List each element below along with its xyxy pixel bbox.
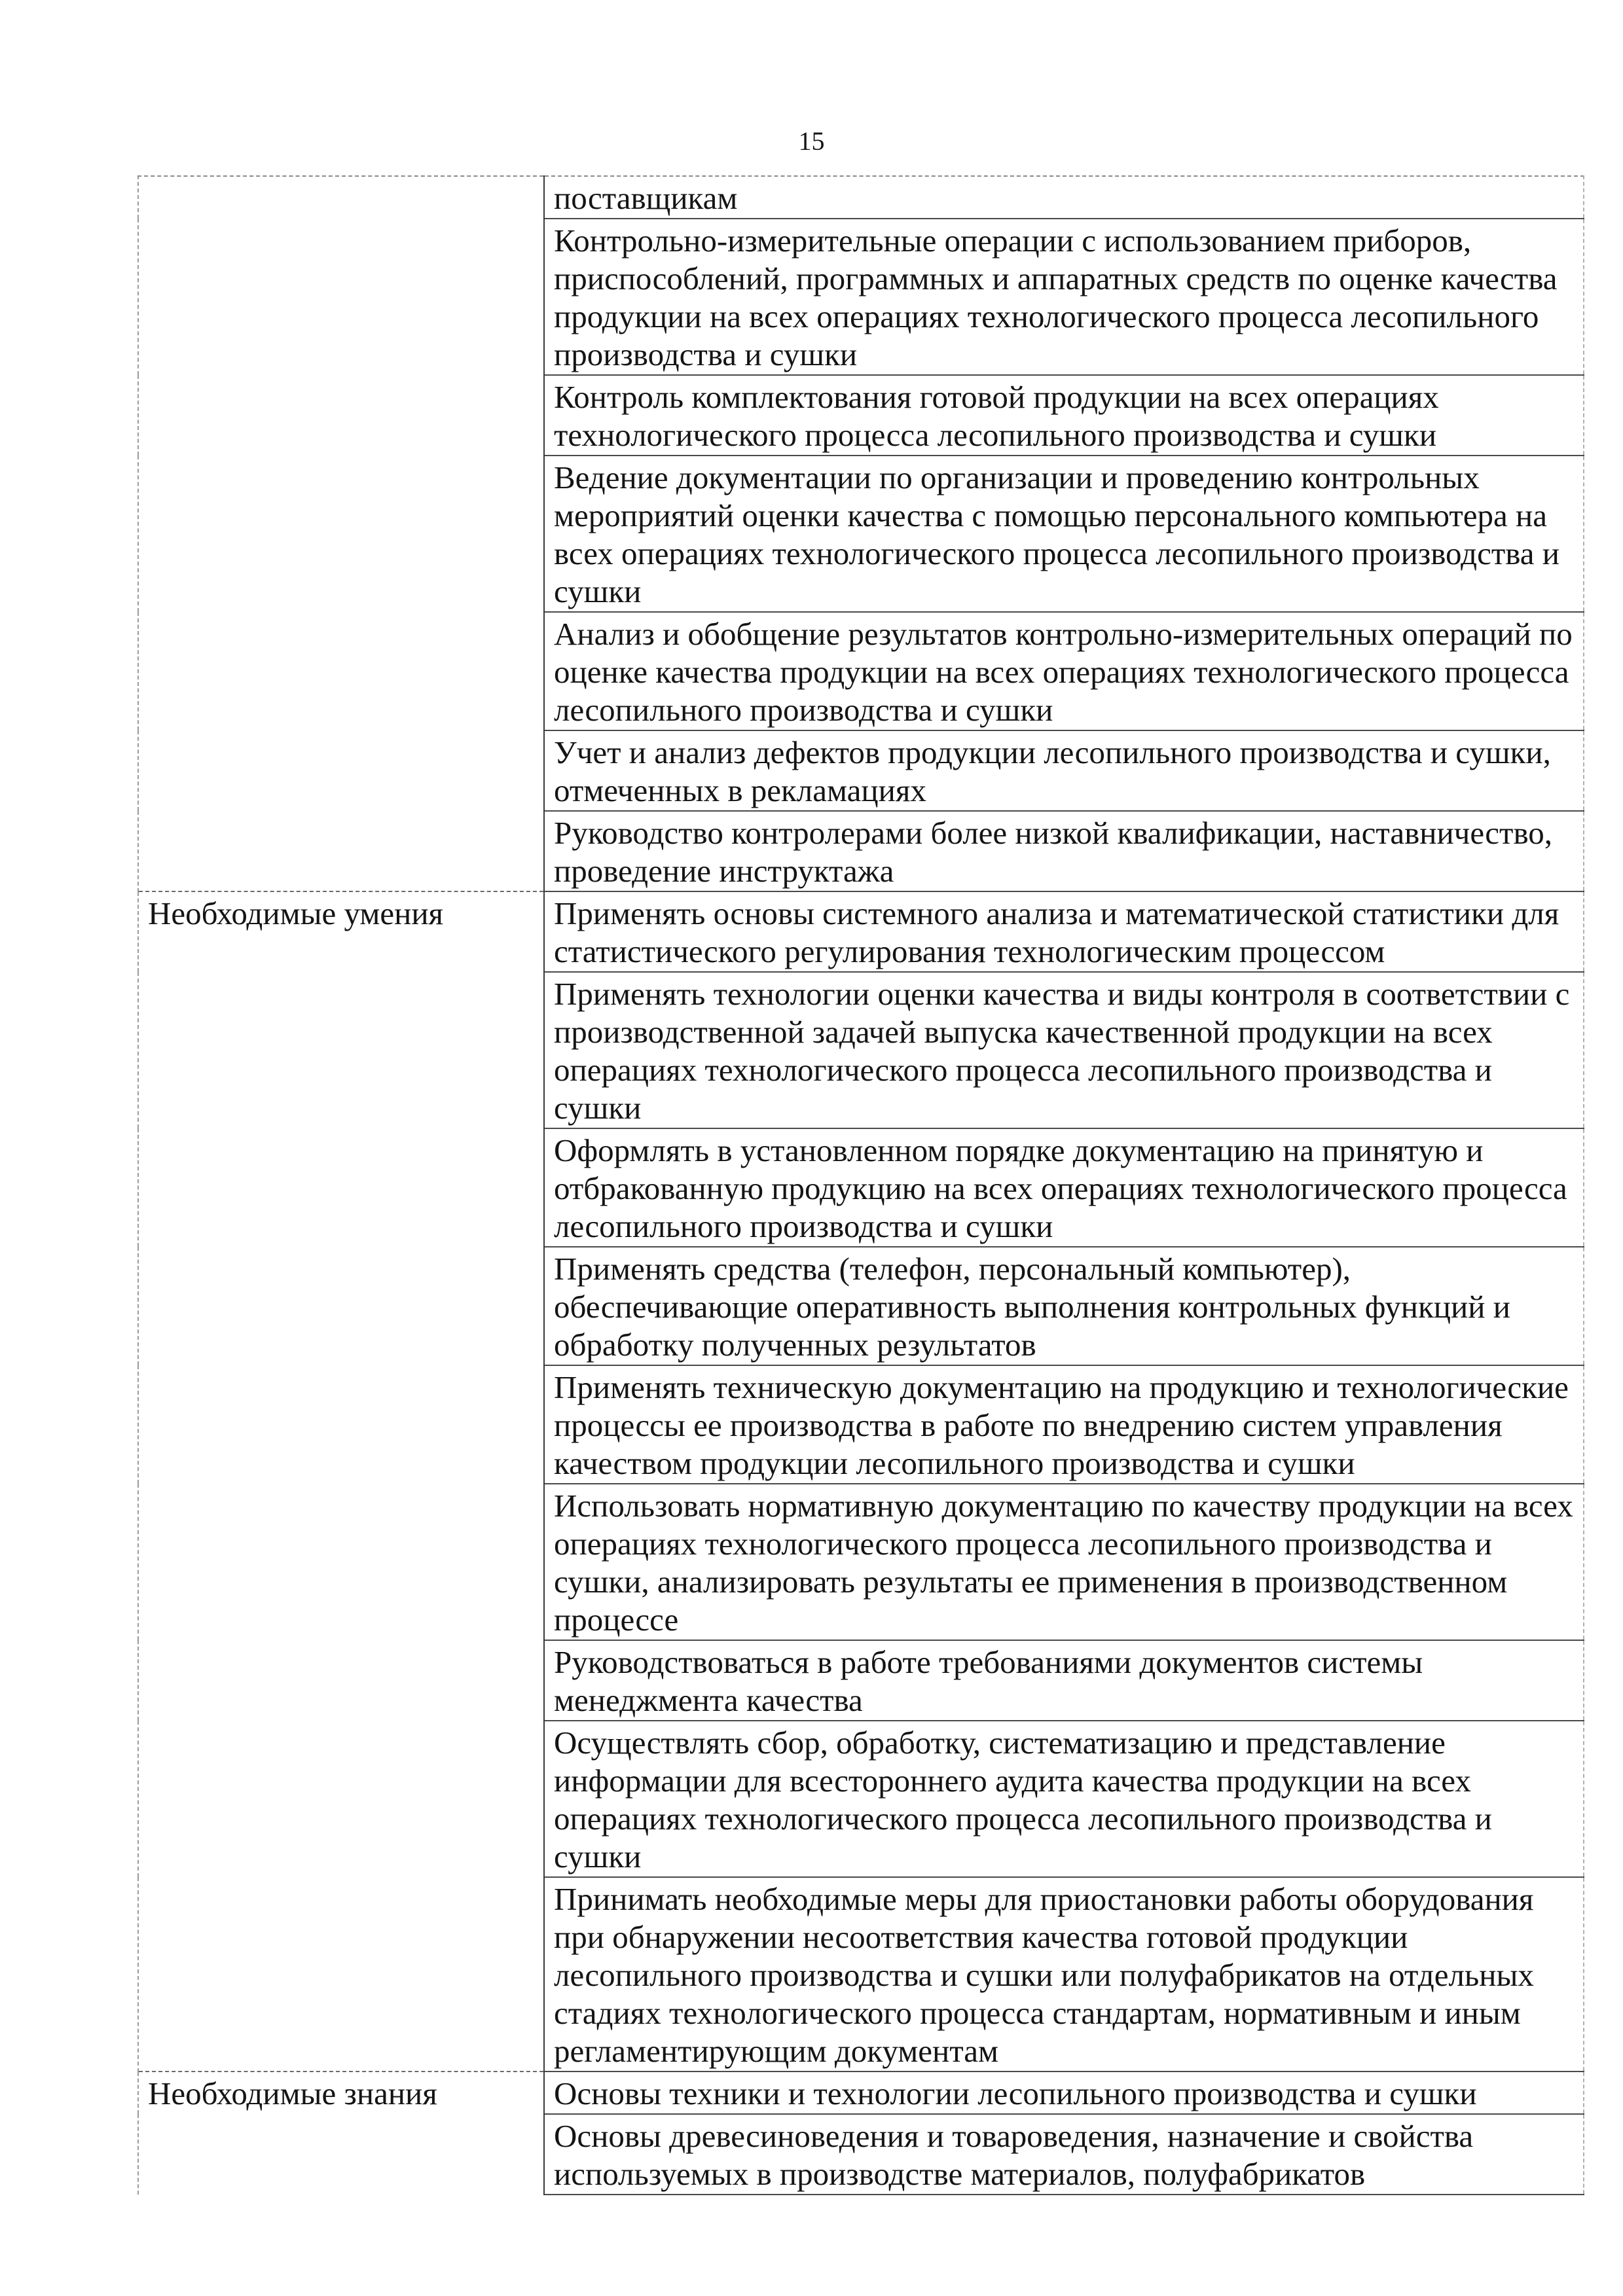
- table-cell: Учет и анализ дефектов продукции лесопильного производства и сушки, отмеченных в рекламациях: [544, 730, 1584, 811]
- table-cell: Основы древесиноведения и товароведения, назначение и свойства используемых в производстве материалов, полуфабрикатов: [544, 2114, 1584, 2195]
- table-cell: Оформлять в установленном порядке документацию на принятую и отбракованную продукцию на всех операциях технологического процесса лесопильного производства и сушки: [544, 1128, 1584, 1247]
- table-cell: Основы техники и технологии лесопильного производства и сушки: [544, 2072, 1584, 2114]
- table-cell: Руководствоваться в работе требованиями документов системы менеджмента качества: [544, 1640, 1584, 1721]
- page-number: 15: [798, 126, 825, 156]
- table-cell: Ведение документации по организации и проведению контрольных мероприятий оценки качества с помощью персонального компьютера на всех операциях технологического процесса лесопильного производства и сушки: [544, 456, 1584, 612]
- row-label-knowledge: Необходимые знания: [138, 2072, 544, 2195]
- table-cell: Руководство контролерами более низкой квалификации, наставничество, проведение инструктажа: [544, 811, 1584, 891]
- table-cell: Применять техническую документацию на продукцию и технологические процессы ее производства в работе по внедрению систем управления качеством продукции лесопильного производства и сушки: [544, 1365, 1584, 1484]
- requirements-table: [137, 175, 1584, 2195]
- table-cell: Применять средства (телефон, персональный компьютер), обеспечивающие оперативность выполнения контрольных функций и обработку полученных результатов: [544, 1247, 1584, 1365]
- table-cell: поставщикам: [544, 176, 1584, 219]
- table-cell: Контроль комплектования готовой продукции на всех операциях технологического процесса лесопильного производства и сушки: [544, 375, 1584, 456]
- row-label: [138, 176, 544, 891]
- table-cell: Анализ и обобщение результатов контрольно-измерительных операций по оценке качества продукции на всех операциях технологического процесса лесопильного производства и сушки: [544, 612, 1584, 730]
- table-cell: Принимать необходимые меры для приостановки работы оборудования при обнаружении несоответствия качества готовой продукции лесопильного производства и сушки или полуфабрикатов на отдельных стадиях технологического процесса стандартам, нормативным и иным регламентирующим документам: [544, 1877, 1584, 2072]
- table-cell: Применять основы системного анализа и математической статистики для статистического регулирования технологическим процессом: [544, 891, 1584, 972]
- table-cell: Использовать нормативную документацию по качеству продукции на всех операциях технологического процесса лесопильного производства и сушки, анализировать результаты ее применения в производственном процессе: [544, 1484, 1584, 1640]
- table-cell: Контрольно-измерительные операции с использованием приборов, приспособлений, программных и аппаратных средств по оценке качества продукции на всех операциях технологического процесса лесопильного производства и сушки: [544, 219, 1584, 375]
- table-cell: Применять технологии оценки качества и виды контроля в соответствии с производственной задачей выпуска качественной продукции на всех операциях технологического процесса лесопильного производства и сушки: [544, 972, 1584, 1128]
- table-cell: Осуществлять сбор, обработку, систематизацию и представление информации для всестороннего аудита качества продукции на всех операциях технологического процесса лесопильного производства и сушки: [544, 1721, 1584, 1877]
- row-label-skills: Необходимые умения: [138, 891, 544, 2072]
